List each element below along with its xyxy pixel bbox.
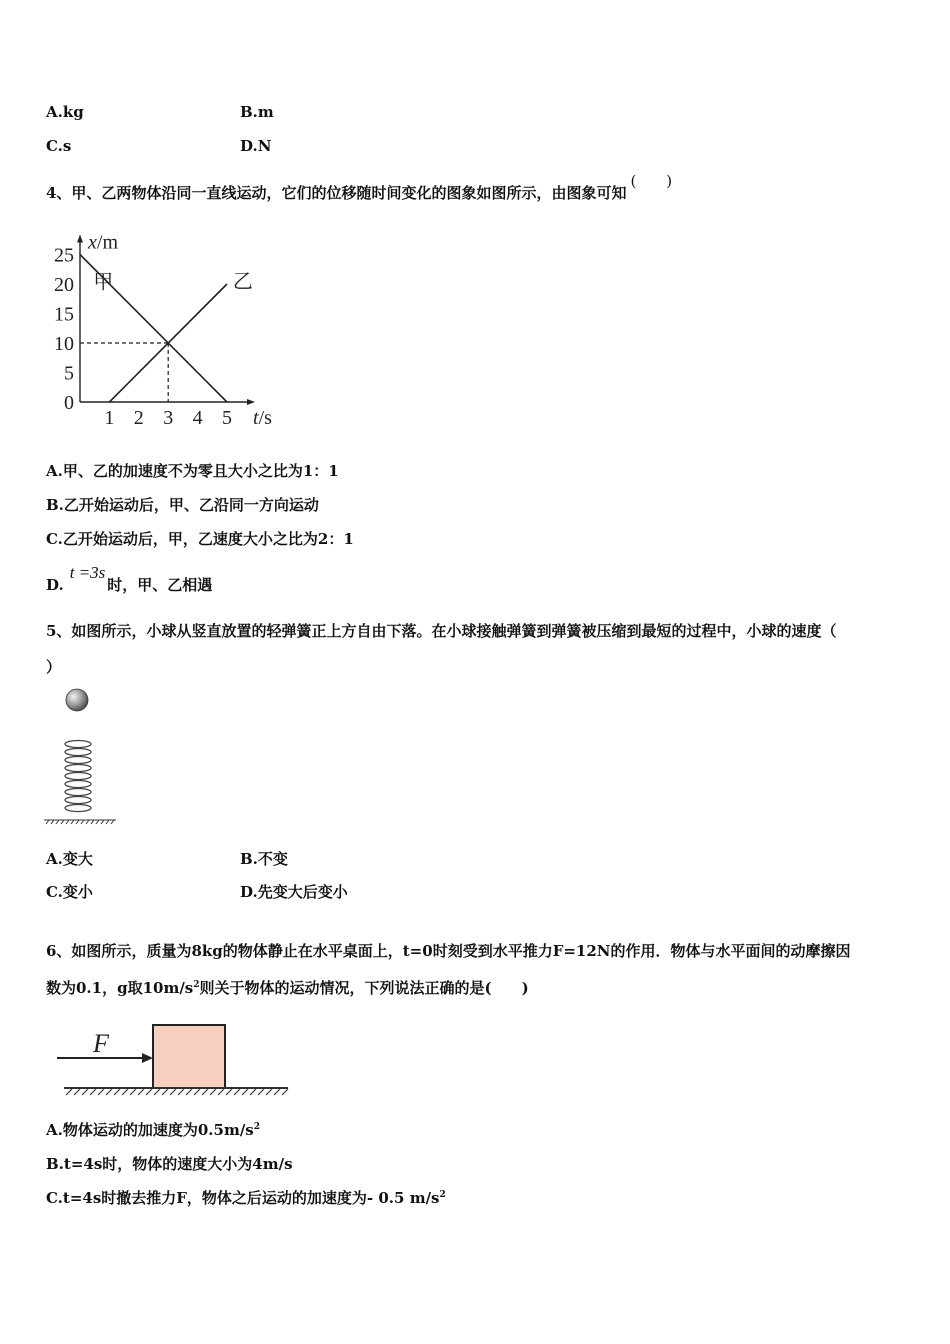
q3-option-d: D.N <box>240 137 272 155</box>
table-surface-hatch <box>64 1088 288 1095</box>
q4-option-d-suffix: 时，甲、乙相遇 <box>107 576 213 594</box>
q5-stem-line2: ） <box>46 658 62 676</box>
x-tick-label: 3 <box>163 407 174 428</box>
q6-stem-line2 <box>46 978 529 998</box>
q6-stem-line1: 6、如图所示，质量为8kg的物体静止在水平桌面上，t=0时刻受到水平推力F=12N的作用．物体与水平面间的动摩擦因 <box>46 942 851 960</box>
q4-stem <box>46 172 673 203</box>
q6-option-a <box>46 1120 260 1140</box>
y-axis-arrowhead <box>77 235 83 243</box>
q5-option-c: C.变小 <box>46 883 93 901</box>
q3-option-b: B.m <box>240 103 274 121</box>
ground-hatch <box>44 820 116 824</box>
spring-icon <box>65 741 91 812</box>
q3-option-a: A.kg <box>46 103 84 121</box>
q6-option-b: B.t=4s时，物体的速度大小为4m/s <box>46 1155 293 1173</box>
q4-option-d <box>46 563 213 595</box>
q6-stem-line2-sup: 2 <box>193 980 200 990</box>
q5-stem-line1: 5、如图所示，小球从竖直放置的轻弹簧正上方自由下落。在小球接触弹簧到弹簧被压缩到最短的过程中，小球的速度（ <box>46 622 837 640</box>
force-label: F <box>93 1029 109 1058</box>
ball-icon <box>66 689 88 711</box>
y-tick-label: 0 <box>64 392 74 414</box>
q4-xt-chart <box>40 228 290 428</box>
y-tick-label: 15 <box>54 303 74 326</box>
q5-option-a: A.变大 <box>46 850 93 868</box>
q6-option-c <box>46 1188 446 1208</box>
q6-stem-line2-start: 数为0.1，g取10m/s <box>46 979 194 997</box>
y-tick-label: 25 <box>54 244 74 267</box>
y-tick-label: 10 <box>54 333 74 355</box>
q4-stem-text: 4、甲、乙两物体沿同一直线运动，它们的位移随时间变化的图象如图所示，由图象可知 <box>46 184 627 202</box>
y-tick-label: 5 <box>64 362 74 385</box>
q5-ball-spring-figure <box>42 686 122 826</box>
x-tick-label: 2 <box>133 407 144 428</box>
q6-option-c-sup: 2 <box>439 1190 446 1200</box>
x-tick-label: 4 <box>192 407 203 428</box>
series-label-2: 乙 <box>232 271 253 293</box>
x-axis-arrowhead <box>247 399 255 405</box>
q4-option-a: A.甲、乙的加速度不为零且大小之比为1：1 <box>46 462 339 480</box>
x-axis-label: t/s <box>253 407 272 428</box>
q5-option-d: D.先变大后变小 <box>240 883 348 901</box>
q4-option-c: C.乙开始运动后，甲，乙速度大小之比为2：1 <box>46 530 354 548</box>
q5-option-b: B.不变 <box>240 850 288 868</box>
q6-option-a-sup: 2 <box>253 1122 261 1132</box>
q3-option-c: C.s <box>46 137 72 155</box>
series-label-1: 甲 <box>93 271 114 294</box>
force-arrowhead <box>142 1053 153 1063</box>
q6-stem-line2-end: 则关于物体的运动情况，下列说法正确的是( ) <box>199 979 529 997</box>
x-tick-label: 5 <box>222 407 232 428</box>
q4-option-d-formula: t =3s <box>69 563 106 582</box>
q6-block-force-figure <box>52 1020 302 1100</box>
q4-option-b: B.乙开始运动后，甲、乙沿同一方向运动 <box>46 496 319 514</box>
q6-option-c-text: C.t=4s时撤去推力F，物体之后运动的加速度为- 0.5 m/s <box>46 1189 440 1207</box>
block <box>153 1025 225 1088</box>
y-axis-label: x/m <box>88 231 119 254</box>
q6-option-a-text: A.物体运动的加速度为0.5m/s <box>46 1121 254 1139</box>
q4-answer-paren: ( ) <box>630 172 673 190</box>
q4-option-d-prefix: D. <box>46 576 64 594</box>
x-tick-label: 1 <box>104 407 115 428</box>
y-tick-label: 20 <box>54 274 74 296</box>
